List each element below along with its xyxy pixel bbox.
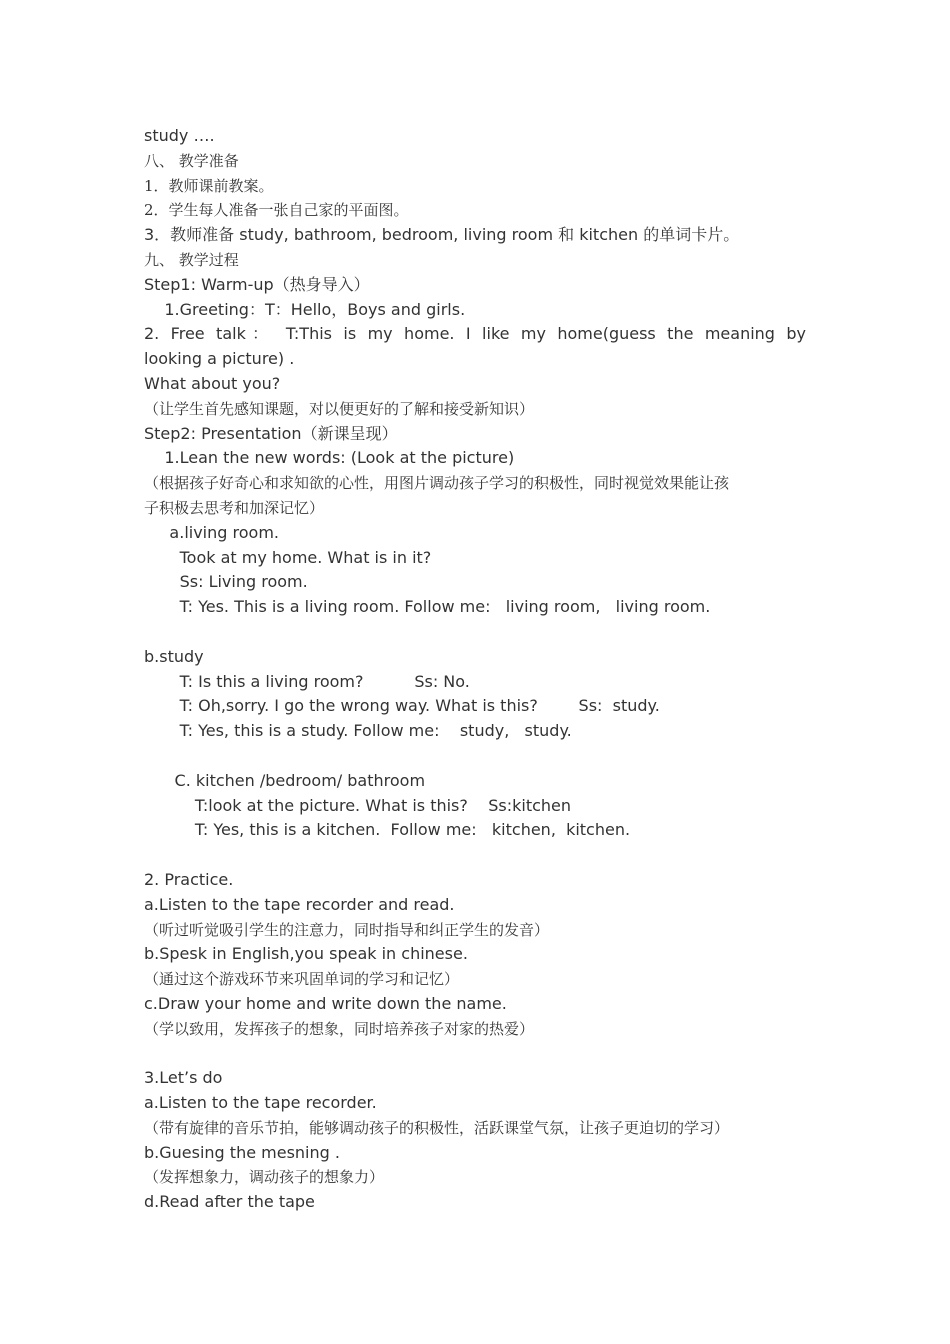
section-heading: 八、 教学准备 — [144, 151, 239, 170]
doc-line: Ss: Living room. — [144, 572, 308, 592]
note-line: 子积极去思考和加深记忆） — [144, 498, 325, 517]
doc-line: 1．教师课前教案。 — [144, 176, 274, 195]
note-line: （发挥想象力，调动孩子的想象力） — [144, 1168, 385, 1187]
doc-line: study …. — [144, 126, 215, 145]
step-heading: Step2: Presentation（新课呈现） — [144, 423, 398, 443]
blank-line — [144, 843, 806, 868]
doc-line: T:look at the picture. What is this? Ss:kitchen — [144, 795, 572, 815]
doc-line: a.Listen to the tape recorder. — [144, 1093, 377, 1113]
doc-line: a.living room. — [144, 522, 279, 542]
doc-line: 1.Greeting：T：Hello，Boys and girls. — [144, 299, 466, 319]
doc-line: 2. Practice. — [144, 869, 234, 889]
doc-line: 2．学生每人准备一张自己家的平面图。 — [144, 201, 409, 220]
note-line: （听过听觉吸引学生的注意力，同时指导和纠正学生的发音） — [144, 920, 550, 939]
doc-line: T: Yes, this is a kitchen. Follow me: kitchen, kitchen. — [144, 820, 631, 840]
doc-line: Took at my home. What is in it? — [144, 547, 432, 567]
blank-line — [144, 1041, 806, 1066]
doc-line: a.Listen to the tape recorder and read. — [144, 894, 455, 914]
doc-line: d.Read after the tape — [144, 1192, 315, 1212]
blank-line — [144, 744, 806, 769]
doc-line: 1.Lean the new words: (Look at the picture) — [144, 448, 515, 468]
note-line: （学以致用，发挥孩子的想象，同时培养孩子对家的热爱） — [144, 1019, 535, 1038]
note-line: （根据孩子好奇心和求知欲的心性，用图片调动孩子学习的积极性，同时视觉效果能让孩 — [144, 474, 730, 493]
doc-line: 3．教师准备 study, bathroom, bedroom, living room 和 kitchen 的单词卡片。 — [144, 225, 740, 245]
doc-line: What about you? — [144, 373, 281, 393]
doc-line: T: Is this a living room? Ss: No. — [144, 671, 470, 691]
step-heading: Step1: Warm-up（热身导入） — [144, 274, 370, 294]
doc-line: T: Yes. This is a living room. Follow me: living room, living room. — [144, 597, 711, 617]
doc-line: b.study — [144, 646, 204, 666]
document-page — [144, 124, 806, 1215]
doc-line: looking a picture) . — [144, 349, 295, 369]
doc-line: b.Guesing the mesning . — [144, 1142, 340, 1162]
doc-line: T: Oh,sorry. I go the wrong way. What is this? Ss: study. — [144, 696, 660, 716]
blank-line — [144, 620, 806, 645]
doc-line: c.Draw your home and write down the name. — [144, 993, 507, 1013]
doc-line: T: Yes, this is a study. Follow me: study, study. — [144, 721, 572, 741]
section-heading: 九、 教学过程 — [144, 250, 239, 269]
doc-line: 3.Let’s do — [144, 1068, 223, 1088]
doc-line: C. kitchen /bedroom/ bathroom — [144, 770, 426, 790]
doc-line: 2. Free talk： T:This is my home. I like my home(guess the meaning by — [144, 324, 806, 344]
note-line: （让学生首先感知课题，对以便更好的了解和接受新知识） — [144, 399, 535, 418]
note-line: （通过这个游戏环节来巩固单词的学习和记忆） — [144, 970, 460, 989]
doc-line: b.Spesk in English,you speak in chinese. — [144, 944, 468, 964]
note-line: （带有旋律的音乐节拍，能够调动孩子的积极性，活跃课堂气氛，让孩子更迫切的学习） — [144, 1118, 730, 1137]
